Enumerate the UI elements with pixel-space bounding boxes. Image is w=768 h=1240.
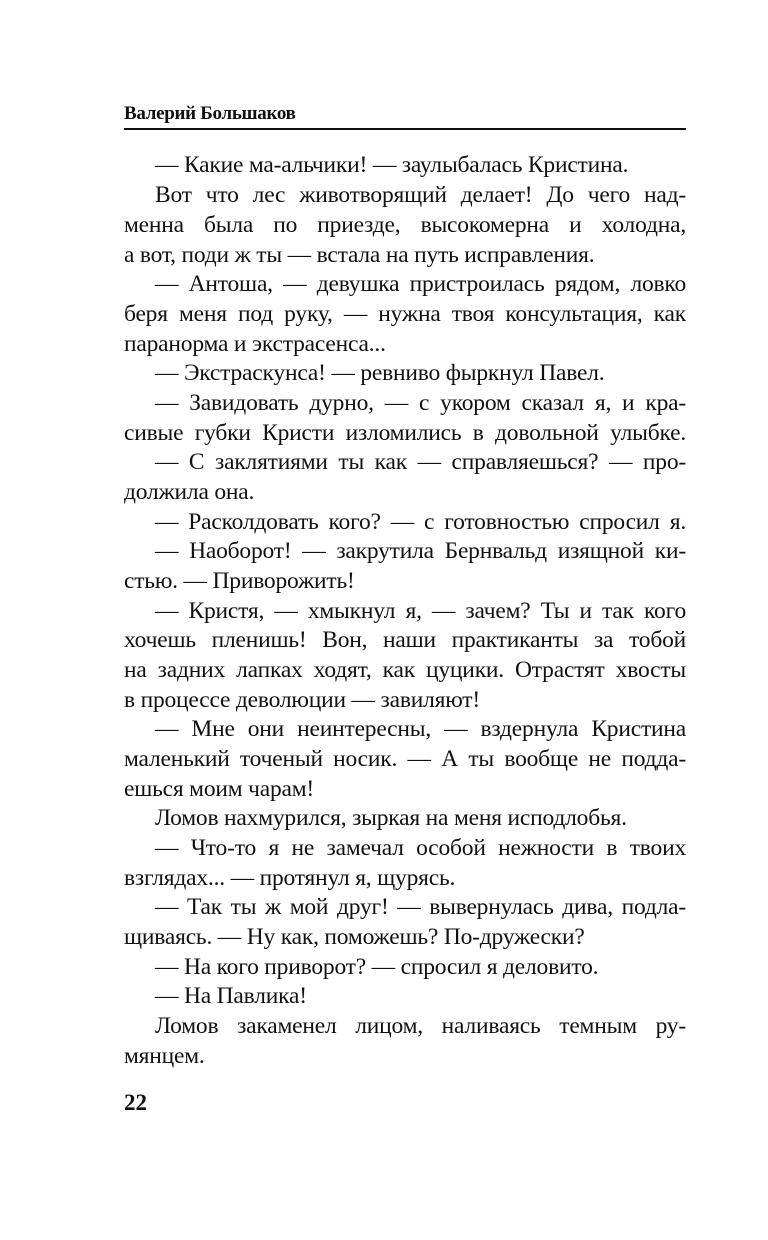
text-line: паранорма и экстрасенса... bbox=[124, 331, 386, 357]
text-line: взглядах... — протянул я, щурясь. bbox=[124, 865, 456, 891]
text-line: сивые губки Кристи изломились в довольной улыбке. bbox=[124, 420, 686, 446]
header-rule bbox=[124, 128, 686, 130]
text-line: — Мне они неинтересны, — вздернула Кристина bbox=[155, 716, 686, 742]
text-line: мянцем. bbox=[124, 1043, 205, 1069]
text-line: стью. — Приворожить! bbox=[124, 568, 355, 594]
text-line: на задних лапках ходят, как цуцики. Отрастят хвосты bbox=[124, 657, 686, 683]
text-line: — Завидовать дурно, — с укором сказал я, и кра- bbox=[155, 390, 686, 416]
text-line: — Что-то я не замечал особой нежности в твоих bbox=[155, 835, 686, 861]
text-line: — Так ты ж мой друг! — вывернулась дива, подла- bbox=[155, 894, 686, 920]
running-head-author: Валерий Большаков bbox=[124, 103, 296, 124]
text-line: а вот, поди ж ты — встала на путь исправления. bbox=[124, 242, 595, 268]
text-line: щиваясь. — Ну как, поможешь? По-дружески? bbox=[124, 924, 585, 950]
text-line: — На Павлика! bbox=[155, 983, 307, 1009]
text-line: беря меня под руку, — нужна твоя консультация, как bbox=[124, 301, 686, 327]
text-line: должила она. bbox=[124, 479, 255, 505]
text-line: Вот что лес животворящий делает! До чего над- bbox=[155, 182, 686, 208]
text-line: Ломов закаменел лицом, наливаясь темным ру- bbox=[155, 1013, 686, 1039]
text-line: — С заклятиями ты как — справляешься? — про- bbox=[155, 449, 686, 475]
text-line: — Расколдовать кого? — с готовностью спросил я. bbox=[155, 509, 686, 535]
text-line: — Какие ма-альчики! — заулыбалась Кристина. bbox=[155, 152, 629, 178]
text-line: — Наоборот! — закрутила Бернвальд изящной ки- bbox=[155, 538, 686, 564]
text-line: в процессе деволюции — завиляют! bbox=[124, 687, 480, 713]
text-line: — Антоша, — девушка пристроилась рядом, ловко bbox=[155, 271, 686, 297]
text-line: маленький точеный носик. — А ты вообще не подда- bbox=[124, 746, 686, 772]
text-line: менна была по приезде, высокомерна и холодна, bbox=[124, 212, 686, 238]
text-line: — На кого приворот? — спросил я деловито. bbox=[155, 954, 599, 980]
text-line: хочешь пленишь! Вон, наши практиканты за тобой bbox=[124, 627, 686, 653]
page-number: 22 bbox=[124, 1090, 147, 1115]
text-line: Ломов нахмурился, зыркая на меня исподлобья. bbox=[155, 805, 627, 831]
text-line: — Экстраскунса! — ревниво фыркнул Павел. bbox=[155, 360, 605, 386]
text-line: ешься моим чарам! bbox=[124, 776, 315, 802]
text-line: — Кристя, — хмыкнул я, — зачем? Ты и так кого bbox=[155, 598, 686, 624]
